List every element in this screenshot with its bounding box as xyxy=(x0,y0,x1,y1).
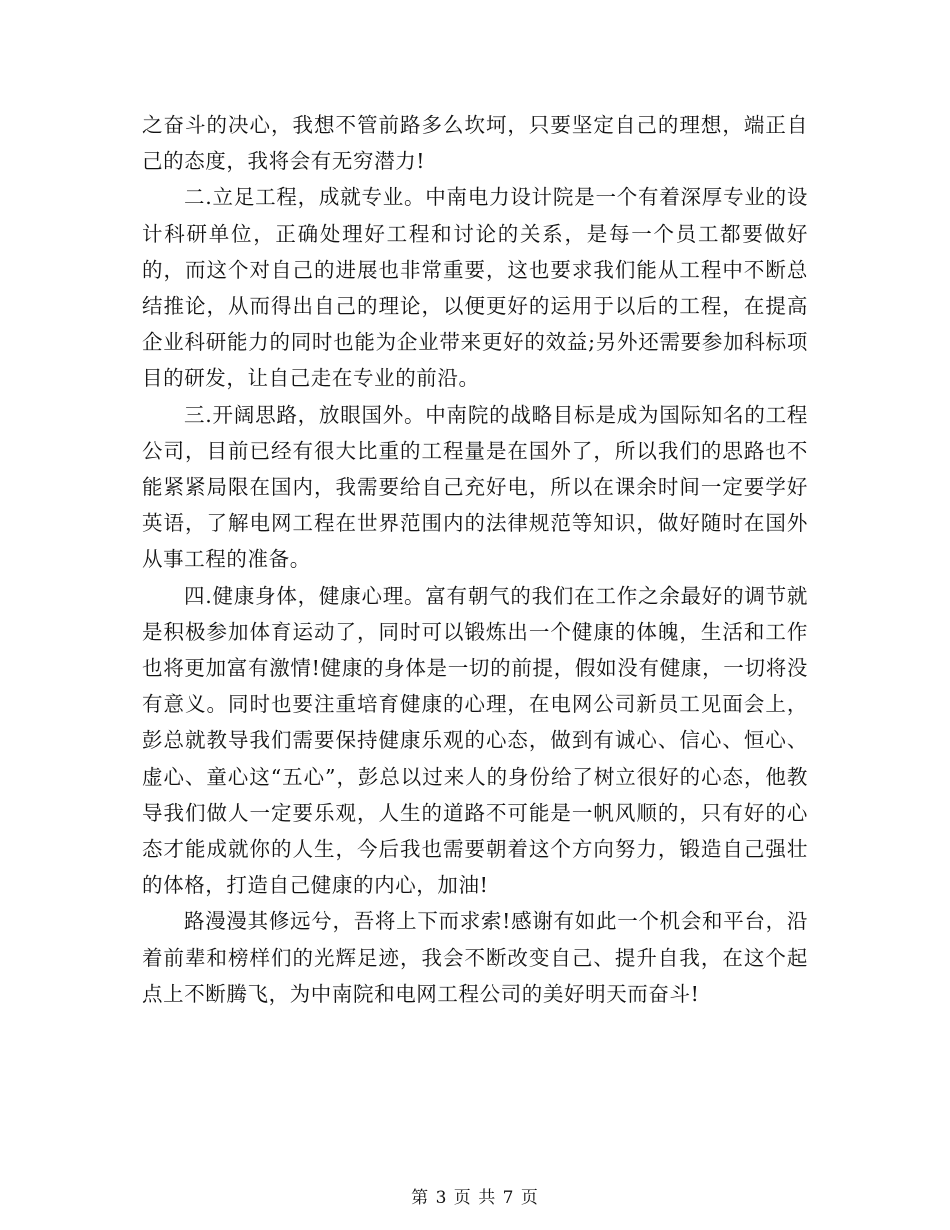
document-body xyxy=(142,107,808,1012)
paragraph-continuation: 之奋斗的决心，我想不管前路多么坎坷，只要坚定自己的理想，端正自己的态度，我将会有无穷潜力! xyxy=(142,113,808,174)
paragraph-section-three: 三.开阔思路，放眼国外。中南院的战略目标是成为国际知名的工程公司，目前已经有很大比重的工程量是在国外了，所以我们的思路也不能紧紧局限在国内，我需要给自己充好电，所以在课余时间一定要学好英语，了解电网工程在世界范围内的法律规范等知识，做好随时在国外从事工程的准备。 xyxy=(142,402,808,572)
page-number-footer: 第 3 页 共 7 页 xyxy=(411,1188,539,1208)
paragraph-section-two: 二.立足工程，成就专业。中南电力设计院是一个有着深厚专业的设计科研单位，正确处理好工程和讨论的关系，是每一个员工都要做好的，而这个对自己的进展也非常重要，这也要求我们能从工程中不断总结推论，从而得出自己的理论，以便更好的运用于以后的工程，在提高企业科研能力的同时也能为企业带来更好的效益;另外还需要参加科标项目的研发，让自己走在专业的前沿。 xyxy=(142,185,808,391)
paragraph-closing: 路漫漫其修远兮，吾将上下而求索!感谢有如此一个机会和平台，沿着前辈和榜样们的光辉足迹，我会不断改变自己、提升自我，在这个起点上不断腾飞，为中南院和电网工程公司的美好明天而奋斗! xyxy=(142,909,808,1006)
paragraph-section-four: 四.健康身体，健康心理。富有朝气的我们在工作之余最好的调节就是积极参加体育运动了，同时可以锻炼出一个健康的体魄，生活和工作也将更加富有激情!健康的身体是一切的前提，假如没有健康，一切将没有意义。同时也要注重培育健康的心理，在电网公司新员工见面会上，彭总就教导我们需要保持健康乐观的心态，做到有诚心、信心、恒心、虚心、童心这“五心”，彭总以过来人的身份给了树立很好的心态，他教导我们做人一定要乐观，人生的道路不可能是一帆风顺的，只有好的心态才能成就你的人生，今后我也需要朝着这个方向努力，锻造自己强壮的体格，打造自己健康的内心，加油! xyxy=(142,583,808,898)
